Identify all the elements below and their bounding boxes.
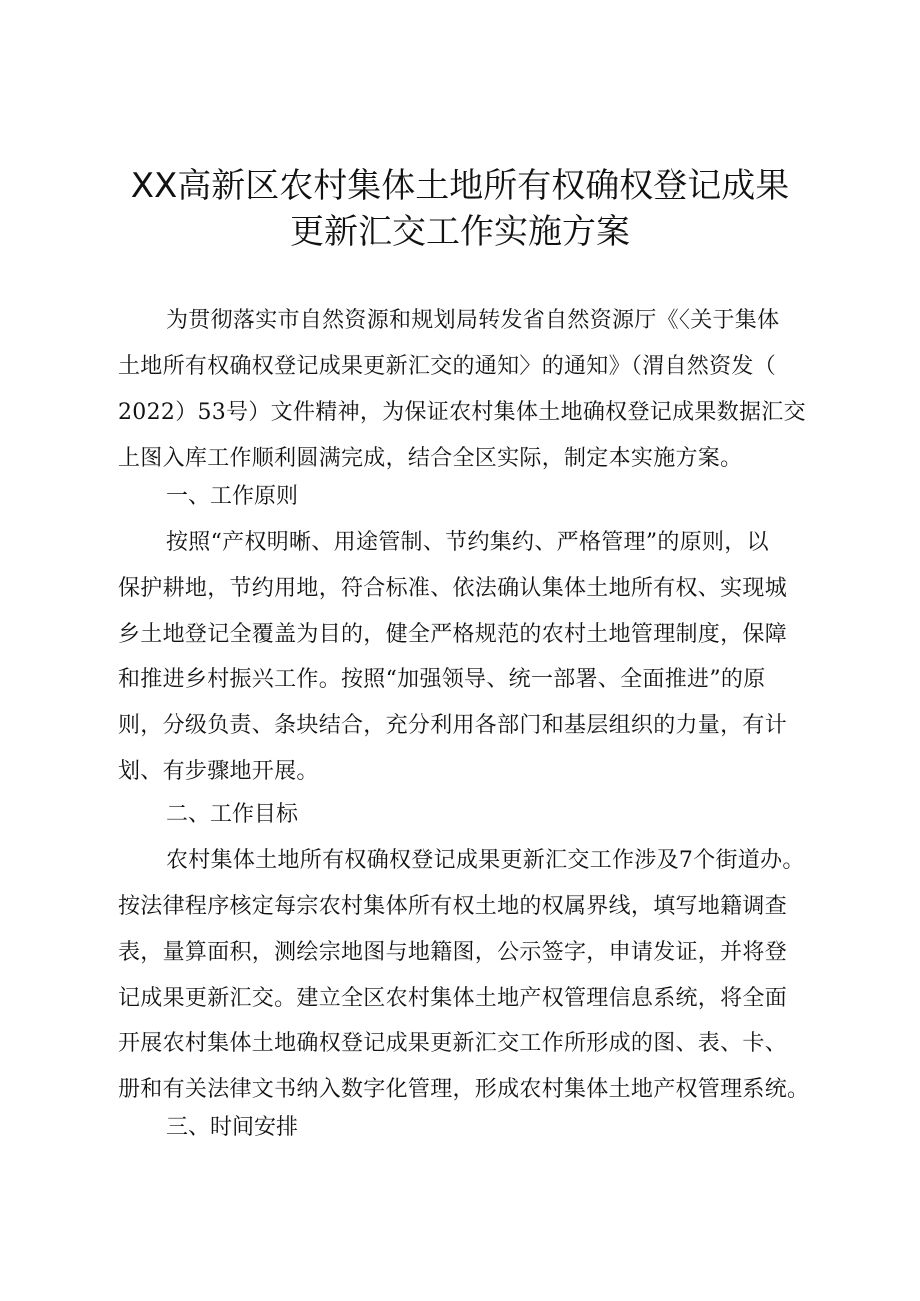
section1-line-3: 乡土地登记全覆盖为目的，健全严格规范的农村土地管理制度，保障 — [118, 622, 788, 647]
section2-line-2: 按法律程序核定每宗农村集体所有权土地的权属界线，填写地籍调查 — [118, 894, 788, 919]
section2-line-5: 开展农村集体土地确权登记成果更新汇交工作所形成的图、表、卡、 — [118, 1031, 788, 1056]
document-title-line-2: 更新汇交工作实施方案 — [290, 212, 630, 252]
intro-line-1: 为贯彻落实市自然资源和规划局转发省自然资源厅《〈关于集体 — [166, 308, 780, 333]
document-title-line-1: XX高新区农村集体土地所有权确权登记成果 — [130, 166, 790, 206]
section1-line-5: 则，分级负责、条块结合，充分利用各部门和基层组织的力量，有计 — [118, 713, 788, 738]
section-heading-work-principles: 一、工作原则 — [166, 484, 299, 509]
intro-line-2: 土地所有权确权登记成果更新汇交的通知〉的通知》（渭自然资发（ — [118, 354, 777, 379]
intro-line-4: 上图入库工作顺利圆满完成，结合全区实际，制定本实施方案。 — [118, 446, 743, 471]
section1-line-6: 划、有步骤地开展。 — [118, 759, 319, 784]
intro-line-3: 2022）53号）文件精神，为保证农村集体土地确权登记成果数据汇交 — [118, 400, 806, 425]
section1-line-1: 按照“产权明晰、用途管制、节约集约、严格管理”的原则，以 — [166, 530, 769, 555]
section1-line-2: 保护耕地，节约用地，符合标准、依法确认集体土地所有权、实现城 — [118, 576, 788, 601]
section1-line-4: 和推进乡村振兴工作。按照“加强领导、统一部署、全面推进”的原 — [118, 667, 766, 692]
section2-line-6: 册和有关法律文书纳入数字化管理，形成农村集体土地产权管理系统。 — [118, 1077, 810, 1102]
section2-line-4: 记成果更新汇交。建立全区农村集体土地产权管理信息系统，将全面 — [118, 986, 788, 1011]
section2-line-3: 表，量算面积，测绘宗地图与地籍图，公示签字，申请发证，并将登 — [118, 940, 788, 965]
section-heading-work-goals: 二、工作目标 — [166, 802, 299, 827]
section-heading-schedule: 三、时间安排 — [166, 1115, 299, 1140]
section2-line-1: 农村集体土地所有权确权登记成果更新汇交工作涉及7个街道办。 — [166, 848, 805, 873]
